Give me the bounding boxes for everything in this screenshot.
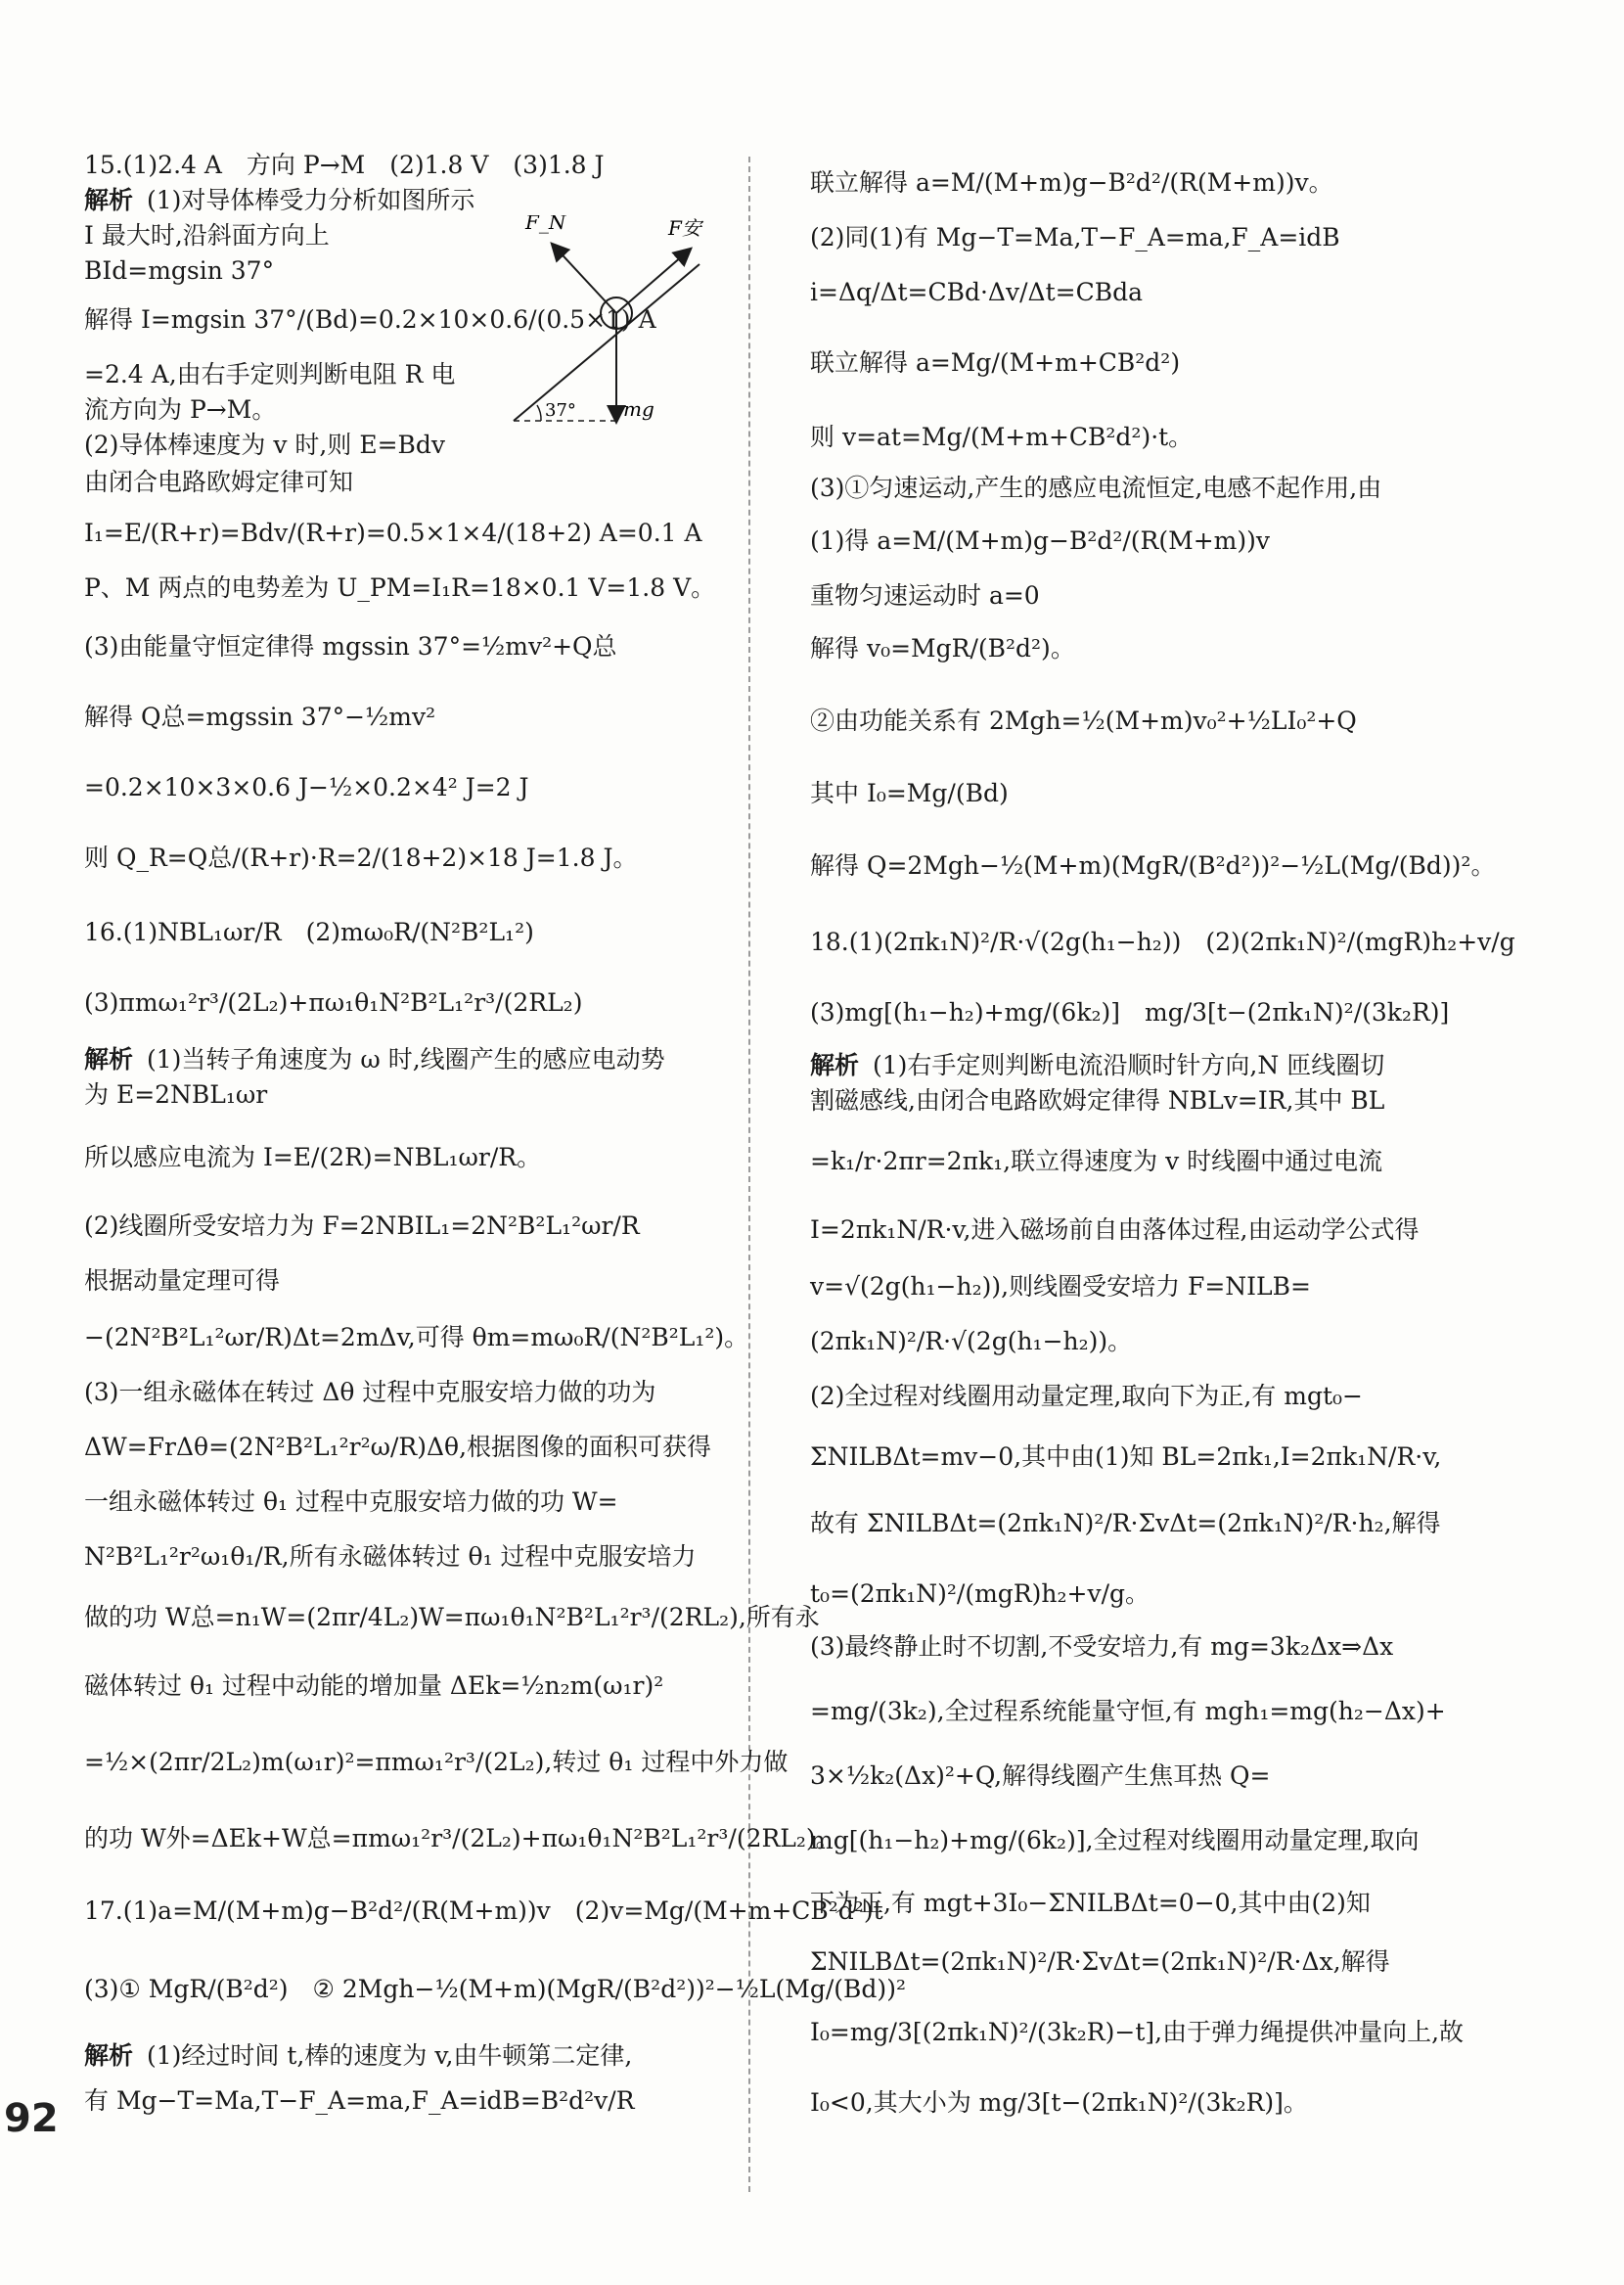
analysis-line: 解析 (1)对导体棒受力分析如图所示 [84,186,475,214]
formula-line: (1)得 a=M/(M+m)g−B²d²/(R(M+m))v [810,526,1270,555]
formula-line: (3)由能量守恒定律得 mgssin 37°=½mv²+Q总 [84,632,617,661]
formula-line: 解得 v₀=MgR/(B²d²)。 [810,634,1075,663]
formula-line: 做的功 W总=n₁W=(2πr/4L₂)W=πω₁θ₁N²B²L₁²r³/(2RL₂),所有永 [84,1603,820,1631]
text-line: P、M 两点的电势差为 U_PM=I₁R=18×0.1 V=1.8 V。 [84,573,716,602]
text-line: 由闭合电路欧姆定律可知 [84,468,354,496]
formula-line: 则 Q_R=Q总/(R+r)·R=2/(18+2)×18 J=1.8 J。 [84,844,638,872]
formula-line: (2)线圈所受安培力为 F=2NBIL₁=2N²B²L₁²ωr/R [84,1211,640,1240]
page-number: 92 [4,2096,59,2141]
angle-arc [537,405,541,421]
formula-line: 磁体转过 θ₁ 过程中动能的增加量 ΔEk=½n₂m(ω₁r)² [84,1671,664,1700]
formula-line: I₀<0,其大小为 mg/3[t−(2πk₁N)²/(3k₂R)]。 [810,2088,1308,2117]
text-line: 割磁感线,由闭合电路欧姆定律得 NBLv=IR,其中 BL [810,1086,1385,1115]
answer-18: 18.(1)(2πk₁N)²/R·√(2g(h₁−h₂)) (2)(2πk₁N)²/(mgR)h₂+v/g [810,928,1515,956]
text-line: 流方向为 P→M。 [84,395,277,424]
text-line: (2)导体棒速度为 v 时,则 E=Bdv [84,431,446,459]
formula-line: N²B²L₁²r²ω₁θ₁/R,所有永磁体转过 θ₁ 过程中克服安培力 [84,1542,697,1571]
formula-line: i=Δq/Δt=CBd·Δv/Δt=CBda [810,278,1143,306]
formula-line: I₀=mg/3[(2πk₁N)²/(3k₂R)−t],由于弹力绳提供冲量向上,故 [810,2018,1465,2046]
answer-15: 15.(1)2.4 A 方向 P→M (2)1.8 V (3)1.8 J [84,151,605,179]
formula-line: =mg/(3k₂),全过程系统能量守恒,有 mgh₁=mg(h₂−Δx)+ [810,1697,1446,1725]
formula-line: I=2πk₁N/R·v,进入磁场前自由落体过程,由运动学公式得 [810,1215,1420,1244]
text-line: (3)最终静止时不切割,不受安培力,有 mg=3k₂Δx⇒Δx [810,1632,1394,1661]
text-line: 重物匀速运动时 a=0 [810,581,1040,610]
formula-line: −(2N²B²L₁²ωr/R)Δt=2mΔv,可得 θm=mω₀R/(N²B²L₁²)。 [84,1323,749,1351]
formula-line: (3)① MgR/(B²d²) ② 2Mgh−½(M+m)(MgR/(B²d²))²−½L(Mg/(Bd))² [84,1975,906,2003]
formula-line: 联立解得 a=Mg/(M+m+CB²d²) [810,348,1181,377]
text-line: (3)一组永磁体在转过 Δθ 过程中克服安培力做的功为 [84,1378,656,1406]
formula-line: ②由功能关系有 2Mgh=½(M+m)v₀²+½LI₀²+Q [810,707,1357,735]
formula-line: 故有 ΣNILBΔt=(2πk₁N)²/R·ΣvΔt=(2πk₁N)²/R·h₂,解得 [810,1509,1441,1537]
formula-line: 3×½k₂(Δx)²+Q,解得线圈产生焦耳热 Q= [810,1761,1271,1790]
formula-line: BId=mgsin 37° [84,256,275,285]
answer-16: 16.(1)NBL₁ωr/R (2)mω₀R/(N²B²L₁²) [84,918,534,946]
formula-line: 解得 Q=2Mgh−½(M+m)(MgR/(B²d²))²−½L(Mg/(Bd))²。 [810,851,1496,880]
label-FN: F_N [525,215,566,234]
formula-line: (3)mg[(h₁−h₂)+mg/(6k₂)] mg/3[t−(2πk₁N)²/(3k₂R)] [810,998,1450,1027]
formula-line: (2πk₁N)²/R·√(2g(h₁−h₂))。 [810,1327,1133,1355]
analysis-line: 解析 (1)当转子角速度为 ω 时,线圈产生的感应电动势 [84,1045,665,1074]
analysis-label: 解析 [84,186,134,214]
text-line: 根据动量定理可得 [84,1266,281,1295]
column-divider [748,157,750,2192]
text-line: (2)同(1)有 Mg−T=Ma,T−F_A=ma,F_A=idB [810,223,1340,251]
normal-force-arrow [553,245,616,313]
text-line: 为 E=2NBL₁ωr [84,1080,268,1109]
formula-line: ΔW=FrΔθ=(2N²B²L₁²r²ω/R)Δθ,根据图像的面积可获得 [84,1433,712,1461]
analysis-label: 解析 [84,1045,134,1074]
formula-line: 联立解得 a=M/(M+m)g−B²d²/(R(M+m))v。 [810,168,1333,197]
formula-line: (3)πmω₁²r³/(2L₂)+πω₁θ₁N²B²L₁²r³/(2RL₂) [84,988,583,1017]
label-mg: mg [623,397,654,421]
formula-line: 解得 Q总=mgssin 37°−½mv² [84,703,436,731]
formula-line: 则 v=at=Mg/(M+m+CB²d²)·t。 [810,423,1194,451]
text-line: 下为正,有 mgt+3I₀−ΣNILBΔt=0−0,其中由(2)知 [810,1889,1371,1917]
analysis-label: 解析 [810,1051,860,1079]
formula-line: 有 Mg−T=Ma,T−F_A=ma,F_A=idB=B²d²v/R [84,2086,635,2115]
text-line: (3)①匀速运动,产生的感应电流恒定,电感不起作用,由 [810,474,1382,502]
analysis-line: 解析 (1)右手定则判断电流沿顺时针方向,N 匝线圈切 [810,1051,1385,1079]
analysis-label: 解析 [84,2041,134,2070]
formula-line: 解得 I=mgsin 37°/(Bd)=0.2×10×0.6/(0.5×1) A [84,305,656,334]
incline-line [514,264,699,421]
formula-line: =k₁/r·2πr=2πk₁,联立得速度为 v 时线圈中通过电流 [810,1147,1383,1175]
formula-line: ΣNILBΔt=mv−0,其中由(1)知 BL=2πk₁,I=2πk₁N/R·v, [810,1442,1442,1471]
analysis-line: 解析 (1)经过时间 t,棒的速度为 v,由牛顿第二定律, [84,2041,633,2070]
formula-line: t₀=(2πk₁N)²/(mgR)h₂+v/g。 [810,1579,1150,1608]
text-line: =2.4 A,由右手定则判断电阻 R 电 [84,360,456,388]
label-Fan: F安 [668,216,701,240]
formula-line: 其中 I₀=Mg/(Bd) [810,779,1009,807]
force-diagram [494,215,709,431]
formula-line: mg[(h₁−h₂)+mg/(6k₂)],全过程对线圈用动量定理,取向 [810,1826,1420,1854]
formula-line: =½×(2πr/2L₂)m(ω₁r)²=πmω₁²r³/(2L₂),转过 θ₁ 过程中外力做 [84,1748,789,1776]
formula-line: =0.2×10×3×0.6 J−½×0.2×4² J=2 J [84,773,529,801]
formula-line: ΣNILBΔt=(2πk₁N)²/R·ΣvΔt=(2πk₁N)²/R·Δx,解得 [810,1947,1390,1976]
text-line: I 最大时,沿斜面方向上 [84,221,330,250]
label-angle: 37° [545,400,576,421]
formula-line: v=√(2g(h₁−h₂)),则线圈受安培力 F=NILB= [810,1272,1311,1301]
formula-line: 的功 W外=ΔEk+W总=πmω₁²r³/(2L₂)+πω₁θ₁N²B²L₁²r³/(2RL₂)。 [84,1824,840,1852]
text-line: (2)全过程对线圈用动量定理,取向下为正,有 mgt₀− [810,1382,1363,1410]
answer-17: 17.(1)a=M/(M+m)g−B²d²/(R(M+m))v (2)v=Mg/(M+m+CB²d²)t [84,1897,883,1925]
text-line: 一组永磁体转过 θ₁ 过程中克服安培力做的功 W= [84,1487,618,1516]
formula-line: I₁=E/(R+r)=Bdv/(R+r)=0.5×1×4/(18+2) A=0.1 A [84,519,702,547]
formula-line: 所以感应电流为 I=E/(2R)=NBL₁ωr/R。 [84,1143,542,1171]
